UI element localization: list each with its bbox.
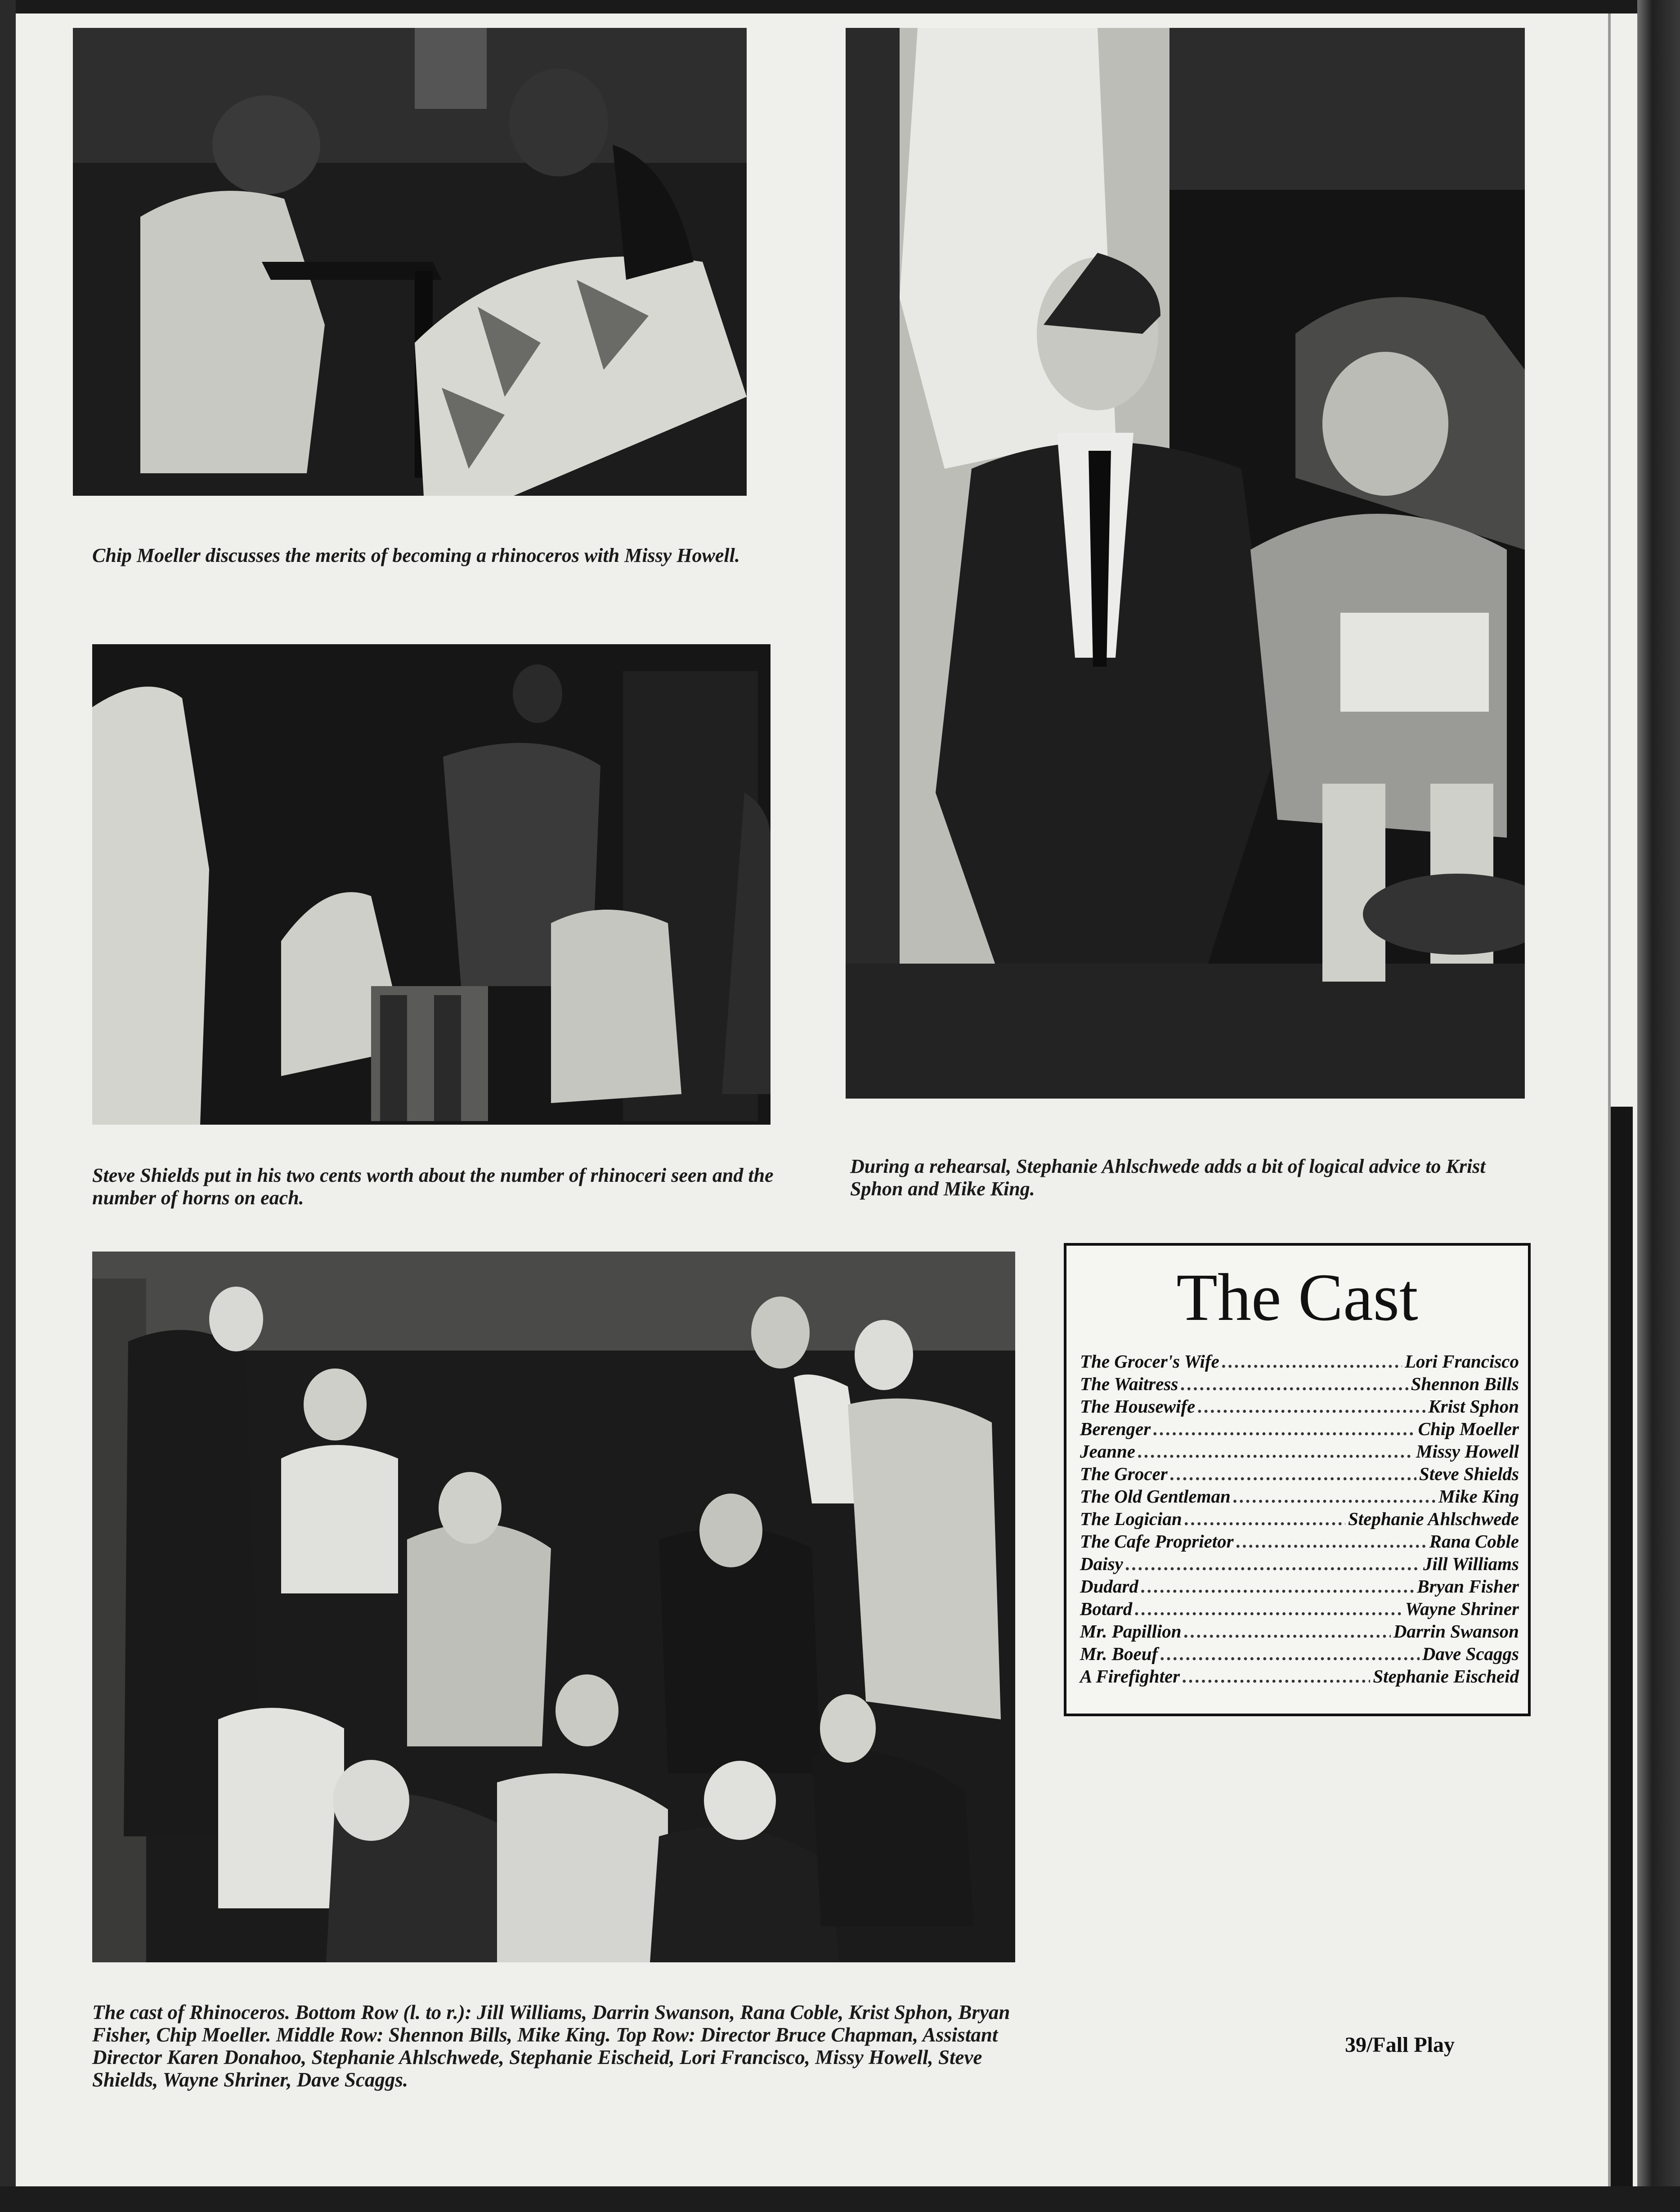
cast-actor: Lori Francisco <box>1405 1351 1519 1372</box>
cast-row <box>1080 1642 1519 1665</box>
cast-actor: Dave Scaggs <box>1422 1643 1519 1664</box>
photo-rehearsal <box>846 28 1525 1099</box>
cast-actor: Jill Williams <box>1423 1553 1519 1574</box>
cast-actor: Chip Moeller <box>1418 1418 1519 1439</box>
cast-actor: Steve Shields <box>1419 1463 1519 1484</box>
cast-row <box>1080 1485 1519 1508</box>
cast-row <box>1080 1597 1519 1620</box>
leader-dots <box>1126 1552 1420 1575</box>
cast-role: Mr. Boeuf <box>1080 1643 1158 1664</box>
caption-photo4: The cast of Rhinoceros. Bottom Row (l. to r.): Jill Williams, Darrin Swanson, Rana Coble, Krist Sphon, Bryan Fisher, Chip Moeller. Middle Row: Shennon Bills, Mike King. Top Row: Director Bruce Chapman, Assistant Director Karen Donahoo, Stephanie Ahlschwede, Stephanie Eischeid, Lori Francisco, Missy Howell, Steve Shields, Wayne Shriner, Dave Scaggs. <box>92 2001 1010 2091</box>
cast-actor: Stephanie Eischeid <box>1373 1666 1519 1687</box>
cast-role: The Waitress <box>1080 1373 1178 1394</box>
cast-row <box>1080 1530 1519 1552</box>
cast-actor: Wayne Shriner <box>1405 1598 1519 1619</box>
cast-role: Botard <box>1080 1598 1133 1619</box>
cast-row <box>1080 1440 1519 1463</box>
caption-photo3: During a rehearsal, Stephanie Ahlschwede adds a bit of logical advice to Krist Sphon and Mike King. <box>850 1155 1486 1200</box>
page-edge-rule <box>1608 13 1611 2186</box>
cast-actor: Missy Howell <box>1416 1441 1519 1462</box>
cast-list <box>1080 1350 1519 1687</box>
cast-role: The Housewife <box>1080 1396 1196 1417</box>
cast-role: The Old Gentleman <box>1080 1486 1231 1507</box>
leader-dots <box>1153 1418 1415 1440</box>
cast-role: The Grocer's Wife <box>1080 1351 1219 1372</box>
leader-dots <box>1184 1620 1391 1642</box>
cast-actor: Stephanie Ahlschwede <box>1348 1508 1519 1529</box>
caption-photo2: Steve Shields put in his two cents worth about the number of rhinoceri seen and the number of horns on each. <box>92 1164 774 1209</box>
cast-row <box>1080 1463 1519 1485</box>
cast-role: A Firefighter <box>1080 1666 1180 1687</box>
cast-row <box>1080 1665 1519 1687</box>
leader-dots <box>1222 1350 1402 1373</box>
cast-row <box>1080 1508 1519 1530</box>
caption-photo1: Chip Moeller discusses the merits of becoming a rhinoceros with Missy Howell. <box>92 544 740 566</box>
leader-dots <box>1138 1440 1413 1463</box>
cast-actor: Darrin Swanson <box>1393 1621 1519 1642</box>
cast-actor: Bryan Fisher <box>1417 1576 1519 1597</box>
leader-dots <box>1183 1665 1370 1687</box>
cast-row <box>1080 1620 1519 1642</box>
cast-role: Mr. Papillion <box>1080 1621 1182 1642</box>
cast-row <box>1080 1373 1519 1395</box>
scan-border-left <box>0 0 16 2212</box>
leader-dots <box>1135 1597 1402 1620</box>
leader-dots <box>1233 1485 1436 1508</box>
cast-role: The Grocer <box>1080 1463 1168 1484</box>
cast-role: The Logician <box>1080 1508 1182 1529</box>
cast-role: The Cafe Proprietor <box>1080 1531 1234 1552</box>
leader-dots <box>1170 1463 1416 1485</box>
leader-dots <box>1198 1395 1425 1418</box>
leader-dots <box>1185 1508 1345 1530</box>
page-number: 39/Fall Play <box>1345 2033 1455 2057</box>
cast-role: Berenger <box>1080 1418 1151 1439</box>
cast-row <box>1080 1350 1519 1373</box>
leader-dots <box>1160 1642 1420 1665</box>
scan-shadow-bar <box>1610 1107 1633 2204</box>
cast-actor: Krist Sphon <box>1428 1396 1519 1417</box>
cast-row <box>1080 1418 1519 1440</box>
scan-border-bottom <box>0 2186 1680 2212</box>
cast-actor: Mike King <box>1438 1486 1519 1507</box>
cast-box <box>1064 1243 1531 1716</box>
cast-actor: Shennon Bills <box>1411 1373 1519 1394</box>
cast-row <box>1080 1395 1519 1418</box>
scan-border-top <box>0 0 1680 13</box>
leader-dots <box>1236 1530 1427 1552</box>
cast-role: Jeanne <box>1080 1441 1135 1462</box>
cast-role: Daisy <box>1080 1553 1123 1574</box>
leader-dots <box>1141 1575 1414 1597</box>
cast-title: The Cast <box>1176 1260 1418 1335</box>
scan-binding-edge <box>1637 0 1680 2212</box>
leader-dots <box>1181 1373 1408 1395</box>
photo-cast-group <box>92 1252 1015 1962</box>
cast-actor: Rana Coble <box>1429 1531 1519 1552</box>
cast-role: Dudard <box>1080 1576 1138 1597</box>
photo-steve-shields-scene <box>92 644 771 1125</box>
photo-chip-moeller-missy-howell <box>73 28 747 496</box>
cast-row <box>1080 1575 1519 1597</box>
cast-row <box>1080 1552 1519 1575</box>
